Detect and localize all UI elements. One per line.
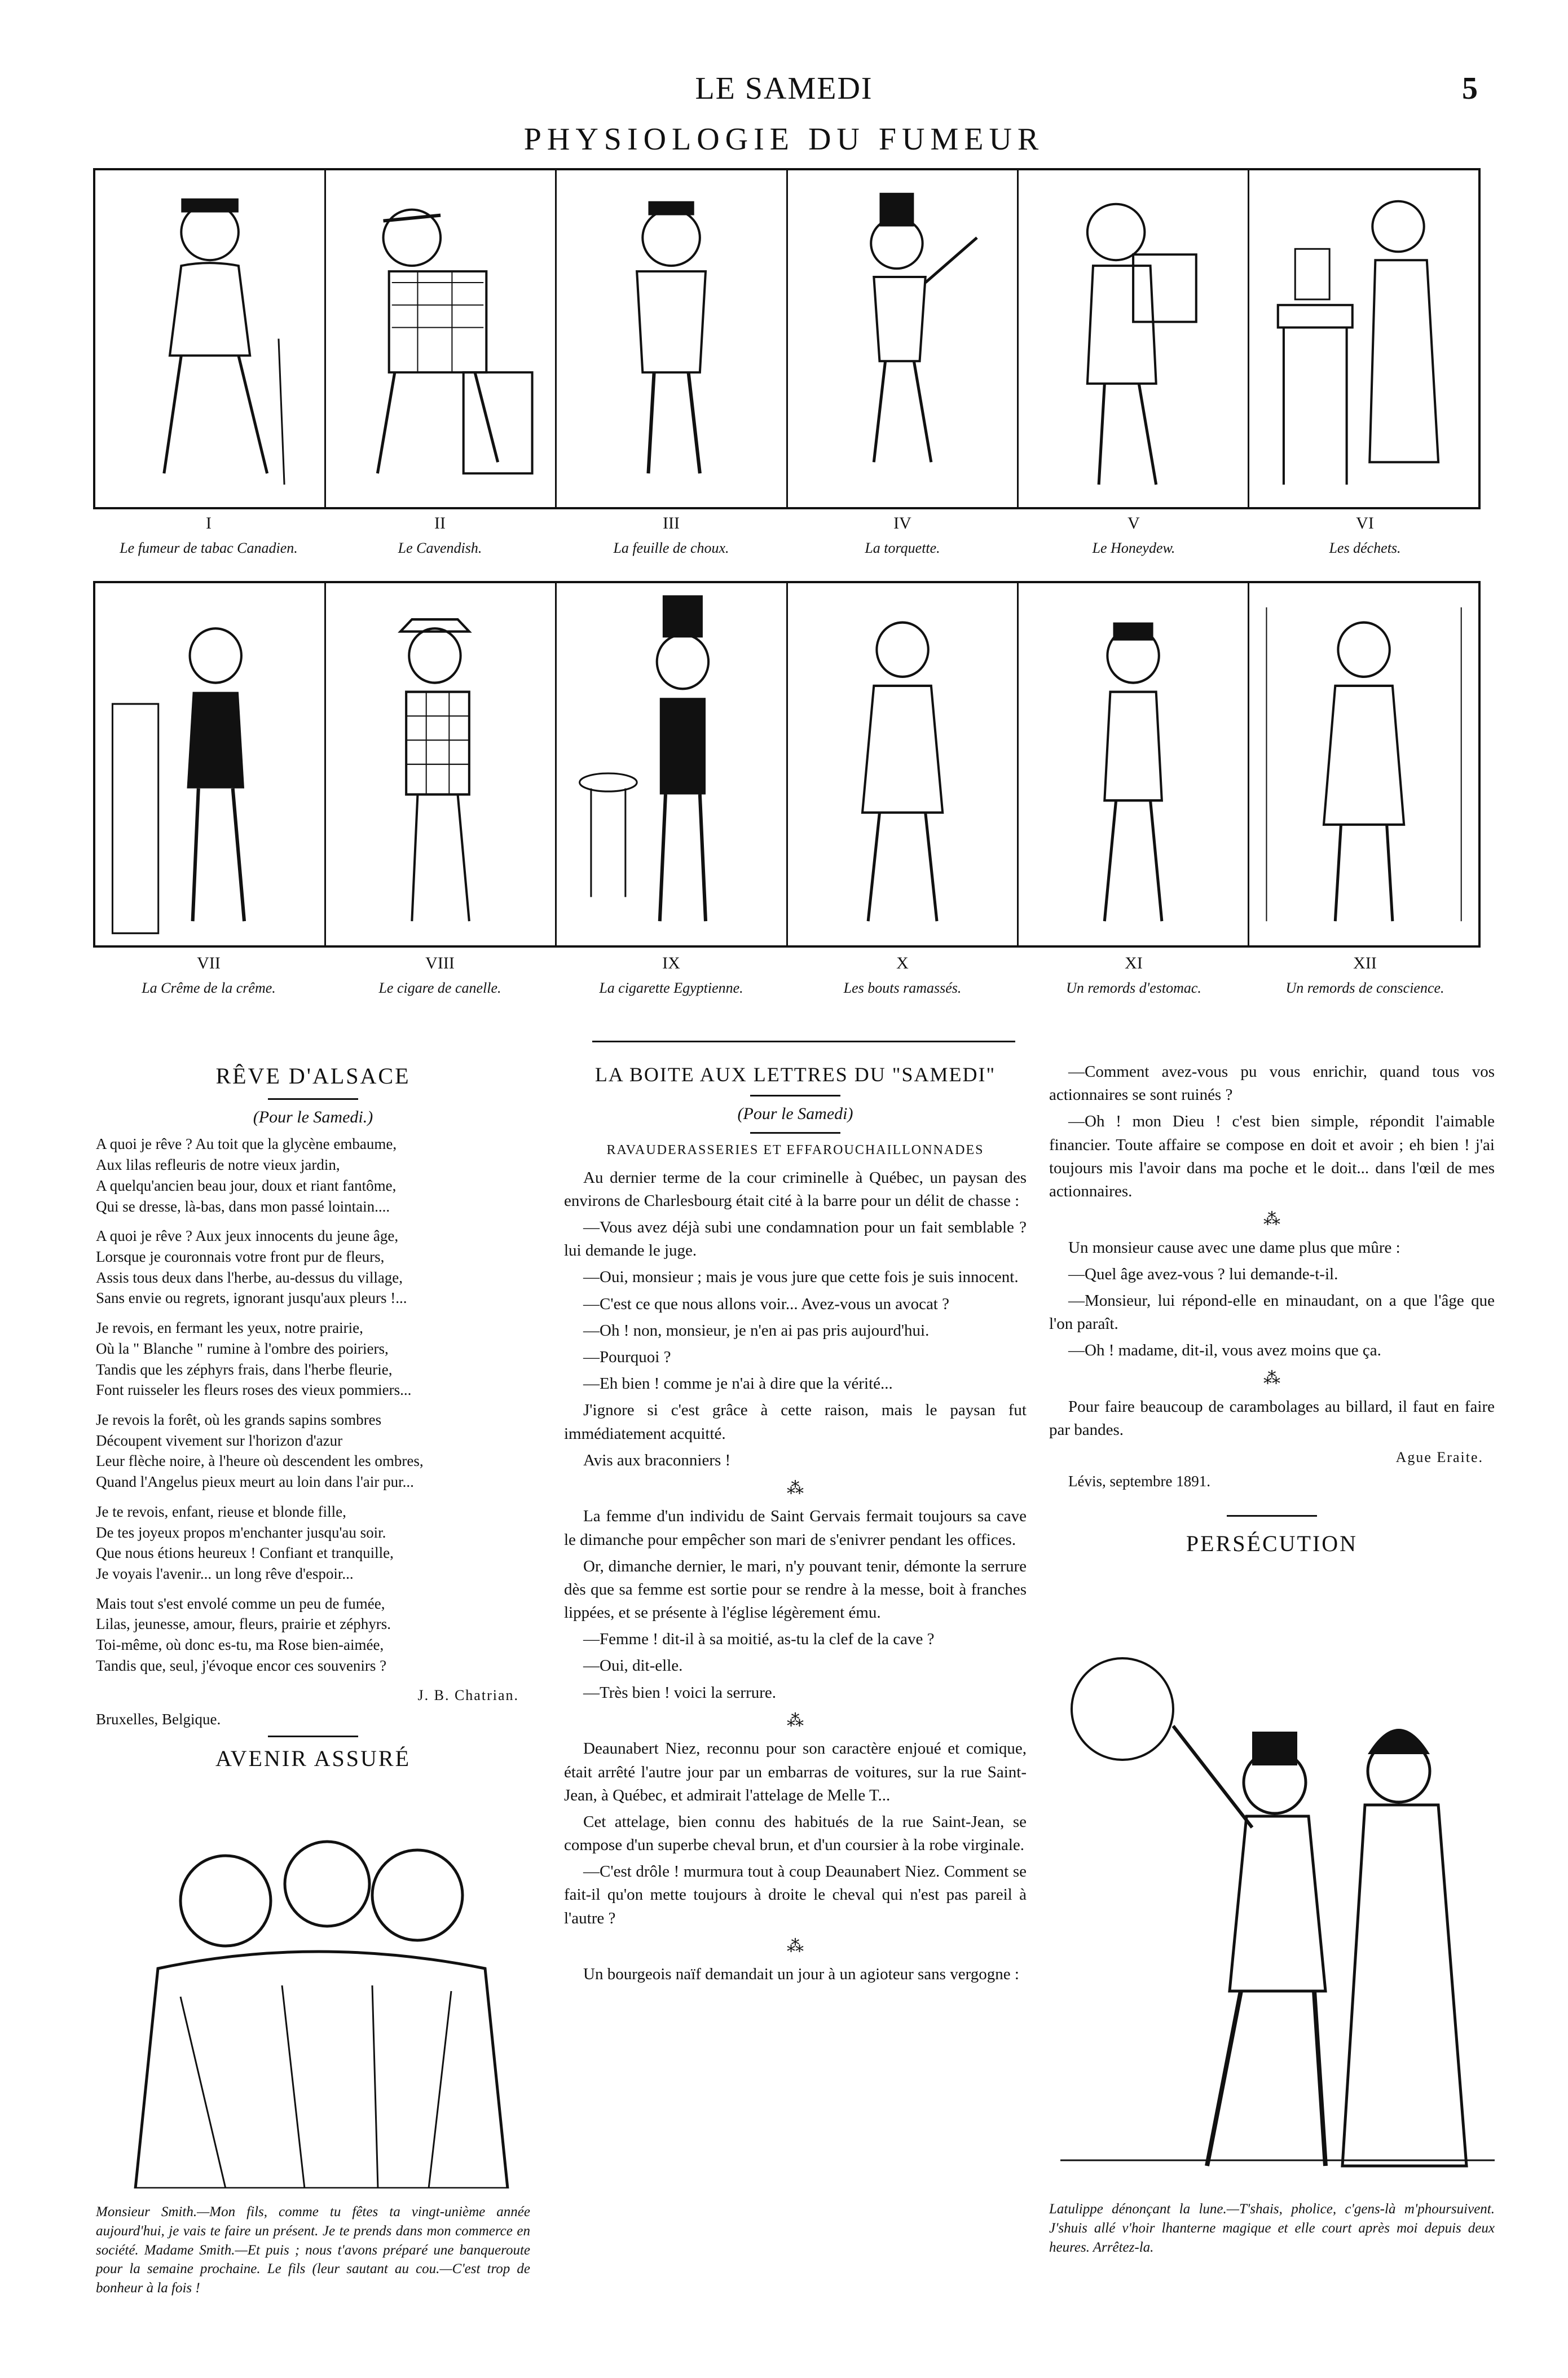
column-right: —Comment avez-vous pu vous enrichir, quand tous vos actionnaires se sont ruinés ? —Oh ! mon Dieu ! c'est bien simple, répondit l'aimable financier. Toute affaire se compose en doit et avoir ; eh bien ! j'ai toujours mis l'avoir dans ma poche et le doit... dans l'œil de mes actionnaires. ⁂ Un monsieur cause avec une dame plus que mûre : —Quel âge avez-vous ? lui demande-t-il. —Monsieur, lui répond-elle en minaudant, on a que l'âge que l'on paraît. —Oh ! madame, dit-il, vous avez moins que ça. ⁂ Pour faire beaucoup de carambolages au billard, il faut en faire par bandes. Ague Eraite. Lévis, septembre 1891. PERSÉCUTION bbox=[1049, 1060, 1495, 1560]
caption-5: V Le Honeydew. bbox=[1092, 514, 1175, 556]
stanza-2: A quoi je rêve ? Aux jeux innocents du jeune âge, Lorsque je couronnais votre front pur de fleurs, Assis tous deux dans l'herbe, au-dessus du village, Sans envie ou regrets, ignorant jusqu'aux pleurs !... bbox=[96, 1227, 407, 1307]
poem-subtitle: (Pour le Samedi.) bbox=[253, 1107, 373, 1126]
comic-panel-3 bbox=[557, 170, 787, 507]
caption-10: X Les bouts ramassés. bbox=[843, 954, 962, 996]
newspaper-title: LE SAMEDI bbox=[695, 71, 873, 106]
divider bbox=[750, 1132, 840, 1134]
stanza-6: Mais tout s'est envolé comme un peu de fumée, Lilas, jeunesse, amour, fleurs, prairie et zéphyrs. Toi-même, où donc es-tu, ma Rose bien-aimée, Tandis que, seul, j'évoque encor ces souvenirs ? bbox=[96, 1595, 391, 1674]
poem-title: RÊVE D'ALSACE bbox=[215, 1063, 411, 1089]
avenir-illustration bbox=[113, 1799, 519, 2188]
comic-panel-6 bbox=[1249, 170, 1478, 507]
boite-section-title: RAVAUDERASSERIES ET EFFAROUCHAILLONNADES bbox=[606, 1142, 984, 1157]
boite-subtitle: (Pour le Samedi) bbox=[737, 1104, 853, 1124]
persecution-illustration bbox=[1060, 1624, 1495, 2188]
comic-panel-9 bbox=[557, 583, 787, 945]
avenir-title: AVENIR ASSURÉ bbox=[215, 1745, 411, 1771]
page-number: 5 bbox=[1462, 71, 1478, 106]
comic-row-1 bbox=[93, 168, 1481, 509]
divider bbox=[268, 1098, 358, 1100]
comic-row-2 bbox=[93, 581, 1481, 948]
stanza-4: Je revois la forêt, où les grands sapins sombres Découpent vivement sur l'horizon d'azur Leur flèche noire, à l'heure où descendent les ombres, Quand l'Angelus pieux meurt au loin dans l'air pur... bbox=[96, 1411, 424, 1491]
divider bbox=[1227, 1515, 1317, 1517]
stanza-5: Je te revois, enfant, rieuse et blonde fille, De tes joyeux propos m'enchanter jusqu'au soir. Que nous étions heureux ! Confiant et tranquille, Je voyais l'avenir... un long rêve d'espoir... bbox=[96, 1503, 394, 1583]
persecution-caption: Latulippe dénonçant la lune.—T'shais, pholice, c'gens-là m'phoursuivent. J'shuis allé v'hoir lhanterne magique et elle court après moi depuis deux heures. Arrêtez-la. bbox=[1049, 2201, 1495, 2255]
captions-row-2 bbox=[93, 950, 1481, 999]
comic-panel-11 bbox=[1019, 583, 1249, 945]
comic-panel-10 bbox=[788, 583, 1019, 945]
column-left bbox=[96, 1060, 530, 1775]
comic-panel-8 bbox=[326, 583, 557, 945]
avenir-caption: Monsieur Smith.—Mon fils, comme tu fêtes ta vingt-unième année aujourd'hui, je vais te faire un présent. Je te prends dans mon commerce en société. Madame Smith.—Et puis ; nous t'avons préparé une banqueroute pour la semaine prochaine. Le fils (leur sautant au cou.—C'est trop de bonheur à la fois ! bbox=[96, 2204, 530, 2296]
asterism: ⁂ bbox=[787, 1711, 804, 1730]
caption-2: II Le Cavendish. bbox=[398, 514, 482, 556]
captions-row-1 bbox=[93, 510, 1481, 560]
location-date: Lévis, septembre 1891. bbox=[1068, 1473, 1210, 1490]
caption-4: IV La torquette. bbox=[865, 514, 940, 556]
persecution-title: PERSÉCUTION bbox=[1186, 1530, 1358, 1556]
comic-panel-2 bbox=[326, 170, 557, 507]
caption-9: IX La cigarette Egyptienne. bbox=[599, 954, 743, 996]
asterism: ⁂ bbox=[787, 1478, 804, 1498]
caption-6: VI Les déchets. bbox=[1329, 514, 1401, 556]
section-rule bbox=[592, 1041, 1015, 1042]
comic-panel-1 bbox=[95, 170, 326, 507]
feature-title: PHYSIOLOGIE DU FUMEUR bbox=[523, 122, 1045, 157]
boite-title: LA BOITE AUX LETTRES DU "SAMEDI" bbox=[594, 1063, 996, 1086]
stanza-1: A quoi je rêve ? Au toit que la glycène embaume, Aux lilas refleuris de notre vieux jardin, A quelqu'ancien beau jour, doux et riant fantôme, Qui se dresse, là-bas, dans mon passé lointain.... bbox=[96, 1135, 397, 1215]
asterism: ⁂ bbox=[1263, 1369, 1280, 1388]
divider bbox=[750, 1095, 840, 1096]
caption-8: VIII Le cigare de canelle. bbox=[378, 954, 501, 996]
stanza-3: Je revois, en fermant les yeux, notre prairie, Où la " Blanche " rumine à l'ombre des poiriers, Tandis que les zéphyrs frais, dans l'herbe fleurie, Font ruisseler les fleurs roses des vieux pommiers... bbox=[96, 1319, 412, 1399]
column-middle: LA BOITE AUX LETTRES DU "SAMEDI" (Pour le Samedi) RAVAUDERASSERIES ET EFFAROUCHAILLONNADES Au dernier terme de la cour criminelle à Québec, un paysan des environs de Charlesbourg était cité à la barre pour un délit de chasse : —Vous avez déjà subi une condamnation pour un fait semblable ? lui demande le juge. —Oui, monsieur ; mais je vous jure que cette fois je suis innocent. —C'est ce que nous allons voir... Avez-vous un avocat ? —Oh ! non, monsieur, je n'en ai pas pris aujourd'hui. —Pourquoi ? —Eh bien ! comme je n'ai à dire que la vérité... J'ignore si c'est grâce à cette raison, mais le paysan fut immédiatement acquitté. Avis aux braconniers ! ⁂ La femme d'un individu de Saint Gervais fermait toujours sa cave le dimanche pour empêcher son mari de s'enivrer pendant les offices. Or, dimanche dernier, le mari, n'y pouvant tenir, démonte la serrure dès que sa femme est sortie pour se rendre à la messe, boit à franches lippées, et se présente à l'église légèrement ému. —Femme ! dit-il à sa moitié, as-tu la clef de la cave ? —Oui, dit-elle. —Très bien ! voici la serrure. ⁂ Deaunabert Niez, reconnu pour son caractère enjoué et comique, était arrêté l'autre jour par un embarras de voitures, sur la rue Saint-Jean, à Québec, et admirait l'attelage de Melle T... Cet attelage, bien connu des habitués de la rue Saint-Jean, se compose d'un superbe cheval brun, et d'un coursier à la robe virginale. —C'est drôle ! murmura tout à coup Deaunabert Niez. Comment se fait-il qu'on mette toujours à droite le cheval qui n'est pas pareil à l'autre ? ⁂ Un bourgeois naïf demandait un jour à un agioteur sans vergogne : bbox=[564, 1060, 1027, 1990]
caption-1: I Le fumeur de tabac Canadien. bbox=[120, 514, 298, 556]
caption-11: XI Un remords d'estomac. bbox=[1066, 954, 1201, 996]
asterism: ⁂ bbox=[1263, 1210, 1280, 1229]
signature: Ague Eraite. bbox=[1395, 1449, 1483, 1466]
comic-panel-4 bbox=[788, 170, 1019, 507]
poem-signature: J. B. Chatrian. bbox=[417, 1686, 519, 1703]
comic-panel-12 bbox=[1249, 583, 1478, 945]
caption-7: VII La Crême de la crême. bbox=[142, 954, 276, 996]
caption-3: III La feuille de choux. bbox=[613, 514, 729, 556]
asterism: ⁂ bbox=[787, 1936, 804, 1956]
divider bbox=[268, 1736, 358, 1737]
poem-location: Bruxelles, Belgique. bbox=[96, 1710, 221, 1728]
comic-panel-5 bbox=[1019, 170, 1249, 507]
caption-12: XII Un remords de conscience. bbox=[1285, 954, 1444, 996]
comic-panel-7 bbox=[95, 583, 326, 945]
